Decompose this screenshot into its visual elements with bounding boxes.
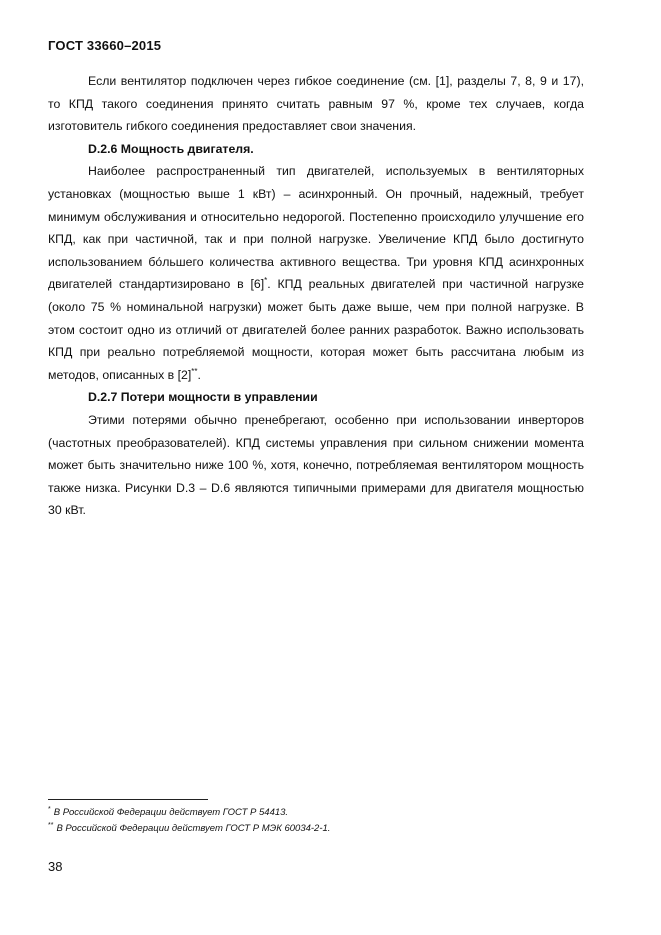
footnote-2-mark: ** <box>48 821 54 829</box>
page-number: 38 <box>48 859 63 874</box>
paragraph-motor-power <box>48 160 584 386</box>
paragraph-motor-power-part2: . КПД реальных двигателей при частичной нагрузке (около 75 % номинальной нагрузки) может быть даже выше, чем при полной нагрузке. В этом состоит одно из отличий от двигателей более ранних разработок. Важно использовать КПД при реально потребляемой мощности, которая может быть рассчитана любым из методов, описанных в [2] <box>48 277 584 382</box>
footnote-divider <box>48 799 208 800</box>
footnote-2 <box>48 821 588 837</box>
footnote-1-mark: * <box>48 805 51 813</box>
footnote-1 <box>48 805 588 821</box>
footnote-1-text: В Российской Федерации действует ГОСТ Р 54413. <box>53 807 289 818</box>
paragraph-control-losses: Этими потерями обычно пренебрегают, особенно при использовании инверторов (частотных преобразователей). КПД системы управления при сильном снижении момента может быть значительно ниже 100 %, хотя, конечно, потребляемая вентилятором мощность также низка. Рисунки D.3 – D.6 являются типичными примерами для двигателя мощностью 30 кВт. <box>48 412 584 518</box>
document-header: ГОСТ 33660–2015 <box>48 38 162 53</box>
paragraph-motor-power-end: . <box>197 367 201 382</box>
paragraph-flexible-coupling: Если вентилятор подключен через гибкое соединение (см. [1], разделы 7, 8, 9 и 17), то КПД такого соединения принято считать равным 97 %, кроме тех случаев, когда изготовитель гибкого соединения предоставляет свои значения. <box>48 74 584 134</box>
paragraph-motor-power-part1: Наиболее распространенный тип двигателей, используемых в вентиляторных установках (мощностью выше 1 кВт) – асинхронный. Он прочный, надежный, требует минимум обслуживания и относительно недорогой. Постепенно происходило улучшение его КПД, как при частичной, так и при полной нагрузке. Увеличение КПД было достигнуто использованием бо́льшего количества активного вещества. Три уровня КПД асинхронных двигателей стандартизировано в [6] <box>48 164 584 292</box>
footnote-ref-1: * <box>264 276 268 286</box>
body-text <box>48 70 584 522</box>
footnote-2-text: В Российской Федерации действует ГОСТ Р МЭК 60034-2-1. <box>56 823 331 834</box>
section-heading-d27: D.2.7 Потери мощности в управлении <box>88 390 318 405</box>
section-heading-d26: D.2.6 Мощность двигателя. <box>88 141 254 156</box>
footnote-ref-2: ** <box>191 366 198 376</box>
footnotes <box>48 805 588 837</box>
